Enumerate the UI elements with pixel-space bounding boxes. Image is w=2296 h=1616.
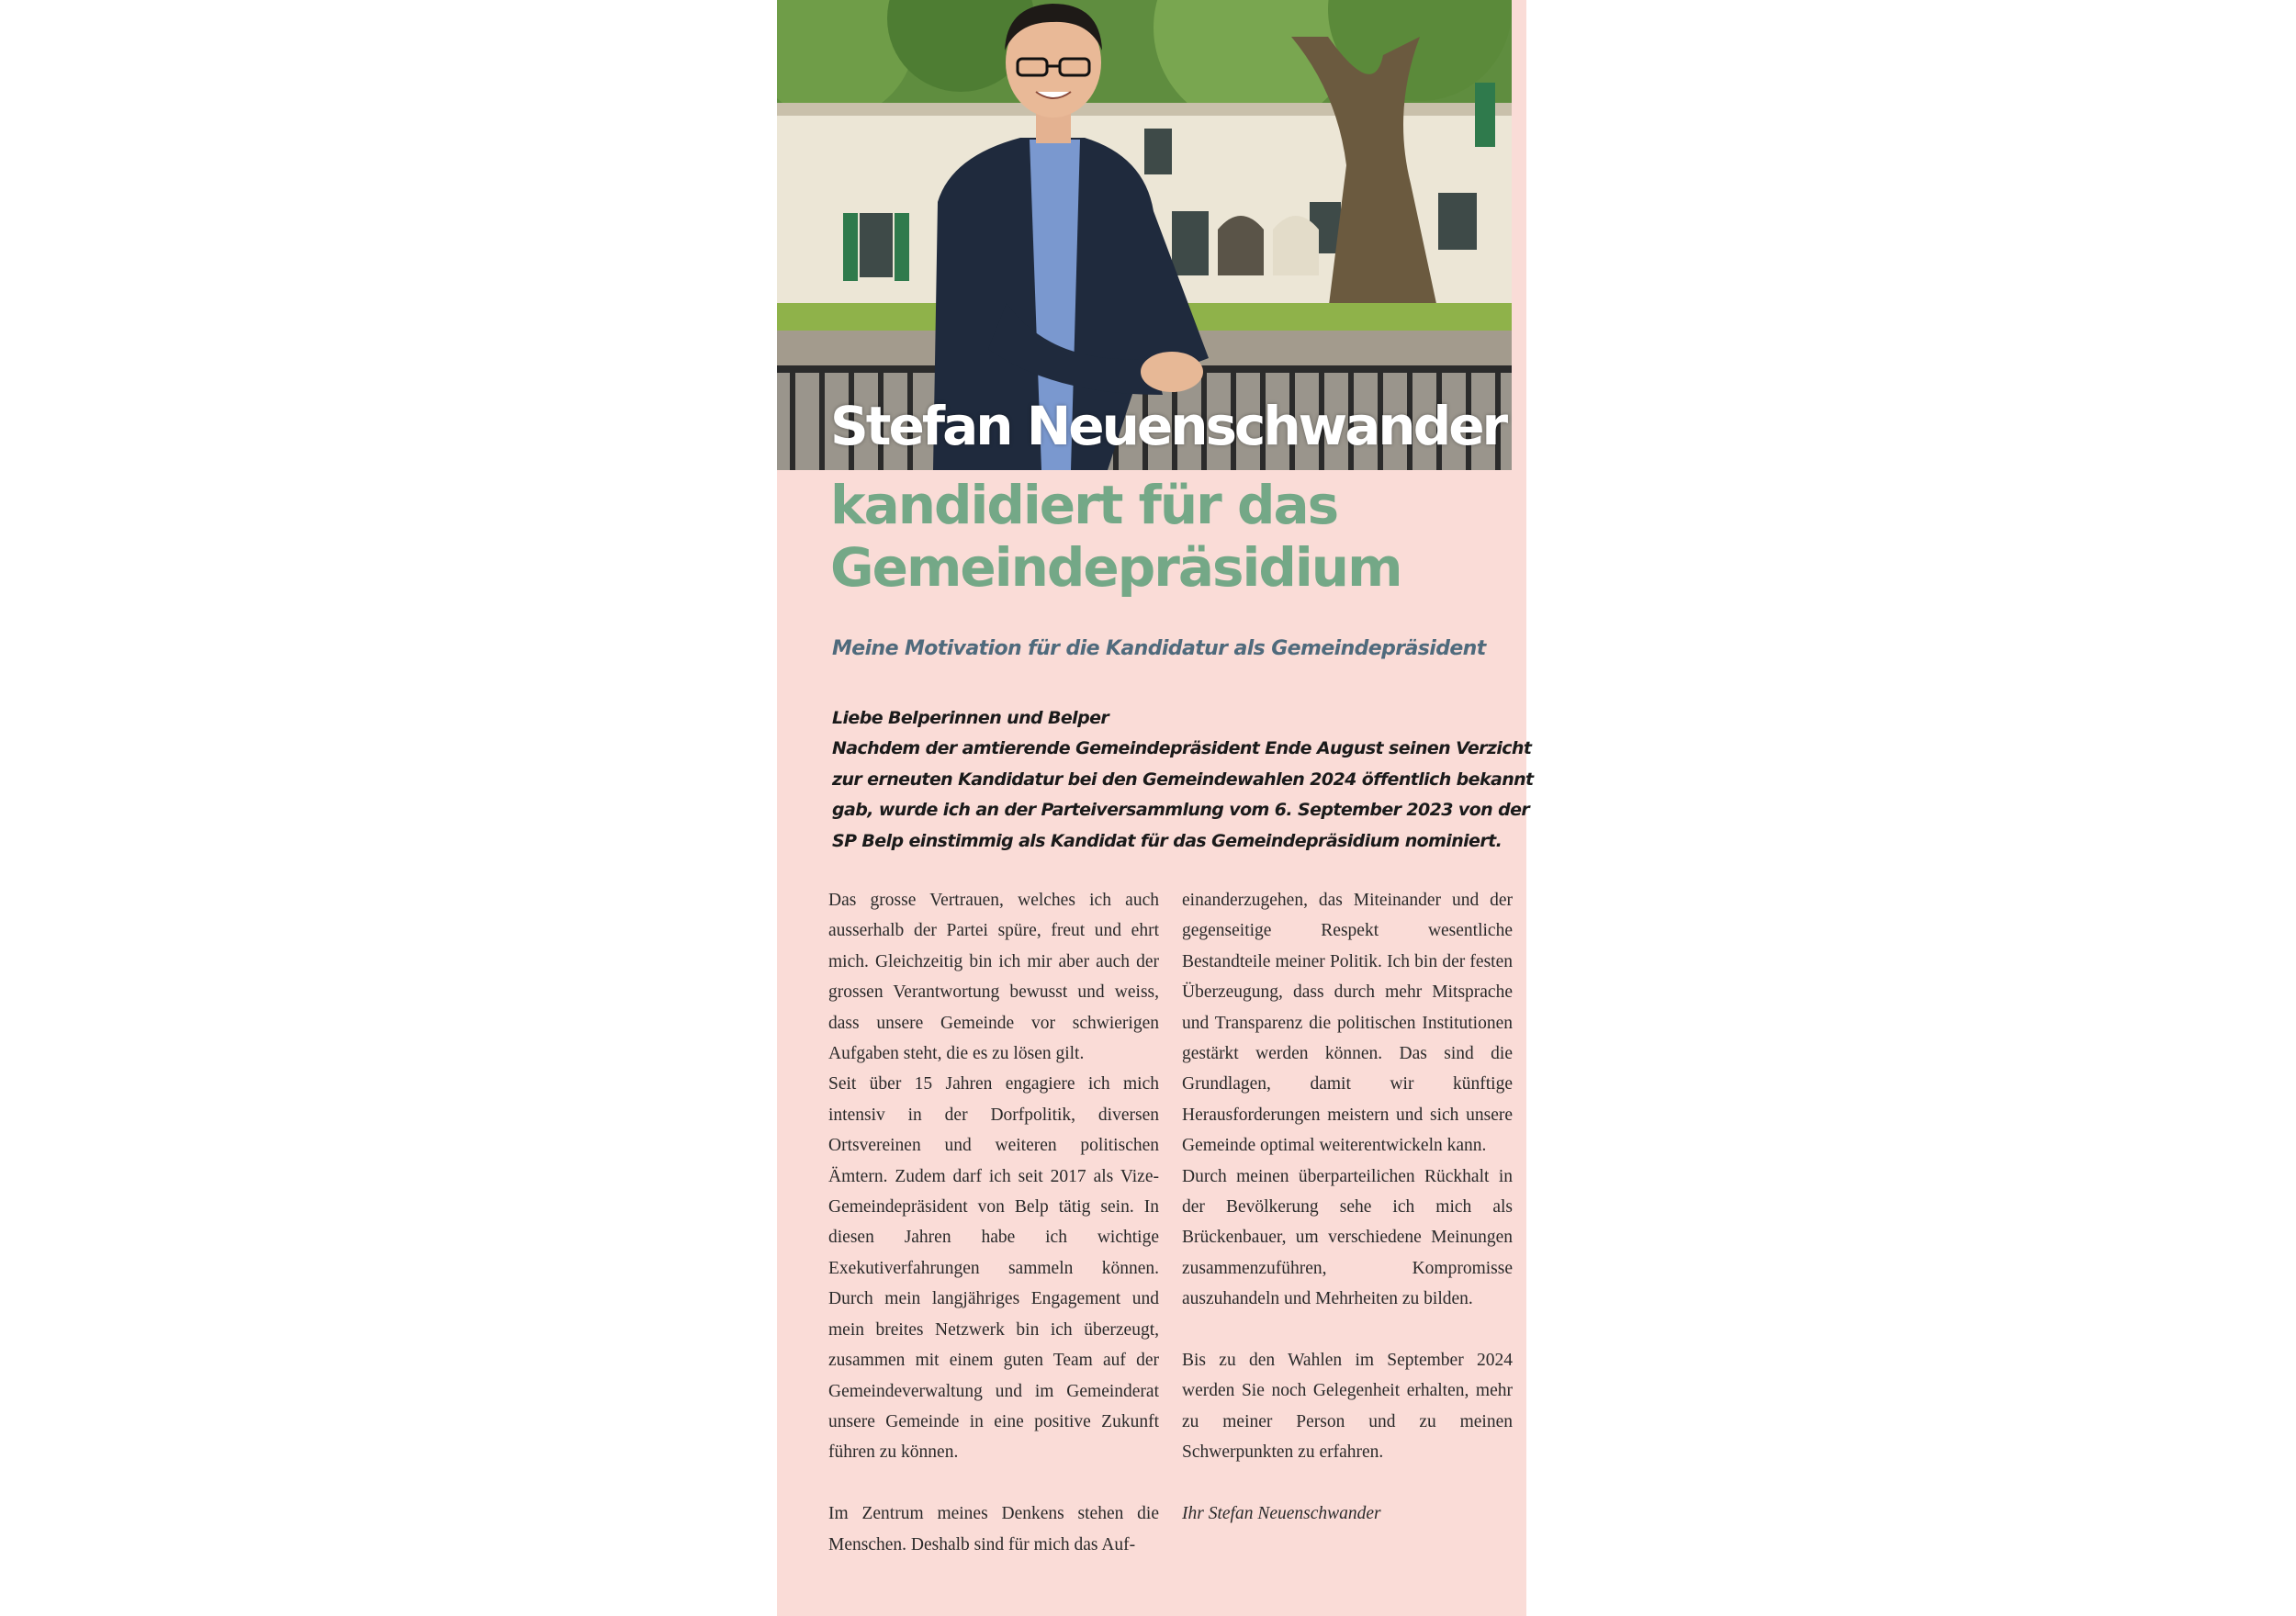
body-column-right [1182,885,1513,1530]
subtitle: Meine Motivation für die Kandidatur als Gemeindepräsident [832,637,1486,660]
body-paragraph: Durch meinen überparteilichen Rückhalt in der Bevölkerung sehe ich mich als Brückenbauer, um verschiedene Meinungen zusammenzuführen, Kompromisse auszuhandeln und Mehrheiten zu bilden. [1182,1166,1513,1309]
signature: Ihr Stefan Neuenschwander [1182,1504,1381,1524]
body-paragraph: Bis zu den Wahlen im September 2024 werden Sie noch Gelegenheit erhalten, mehr zu meiner Person und zu meinen Schwerpunkten zu erfahren. [1182,1351,1513,1463]
lead-line: Nachdem der amtierende Gemeindepräsident Ende August seinen Verzicht [832,738,1532,759]
lead-line: SP Belp einstimmig als Kandidat für das Gemeindepräsidium nominiert. [832,830,1503,851]
body-paragraph: Seit über 15 Jahren engagiere ich mich intensiv in der Dorfpolitik, diversen Ortsvereinen und weiteren politischen Ämtern. Zudem darf ich seit 2017 als Vize-Gemeindepräsident von Belp tätig sein. In diesen Jahren habe ich wichtige Exekutiverfahrungen sammeln können. Durch mein langjähriges Engagement und mein breites Netzwerk bin ich überzeugt, zusammen mit einem guten Team auf der Gemeindeverwaltung und im Gemeinderat unsere Gemeinde in eine positive Zukunft führen zu können. [828,1074,1159,1463]
body-paragraph: Das grosse Vertrauen, welches ich auch ausserhalb der Partei spüre, freut und ehrt mich. Gleichzeitig bin ich mir aber auch der grossen Verantwortung bewusst und weiss, dass unsere Gemeinde vor schwierigen Aufgaben steht, die es zu lösen gilt. [828,891,1159,1064]
lead-line: Liebe Belperinnen und Belper [832,708,1109,728]
body-paragraph: einanderzugehen, das Miteinander und der gegenseitige Respekt wesentliche Bestandteile meiner Politik. Ich bin der festen Überzeugung, dass durch mehr Mitsprache und Transparenz die politischen Institutionen gestärkt werden können. Das sind die Grundlagen, damit wir künftige Herausforderungen meistern und sich unsere Gemeinde optimal weiterentwickeln kann. [1182,891,1513,1156]
article-panel [777,0,1534,1616]
candidate-name: Stefan Neuenschwander [830,395,1506,457]
lead-line: gab, wurde ich an der Parteiversammlung vom 6. September 2023 von der [832,800,1530,821]
headline [830,474,1401,599]
lead-line: zur erneuten Kandidatur bei den Gemeindewahlen 2024 öffentlich bekannt [832,769,1534,790]
body-column-left [828,885,1159,1560]
headline-line: kandidiert für das [830,474,1338,536]
lead-paragraph [832,703,1534,857]
headline-line: Gemeindepräsidium [830,536,1401,599]
body-paragraph: Im Zentrum meines Denkens stehen die Menschen. Deshalb sind für mich das Auf- [828,1504,1159,1554]
